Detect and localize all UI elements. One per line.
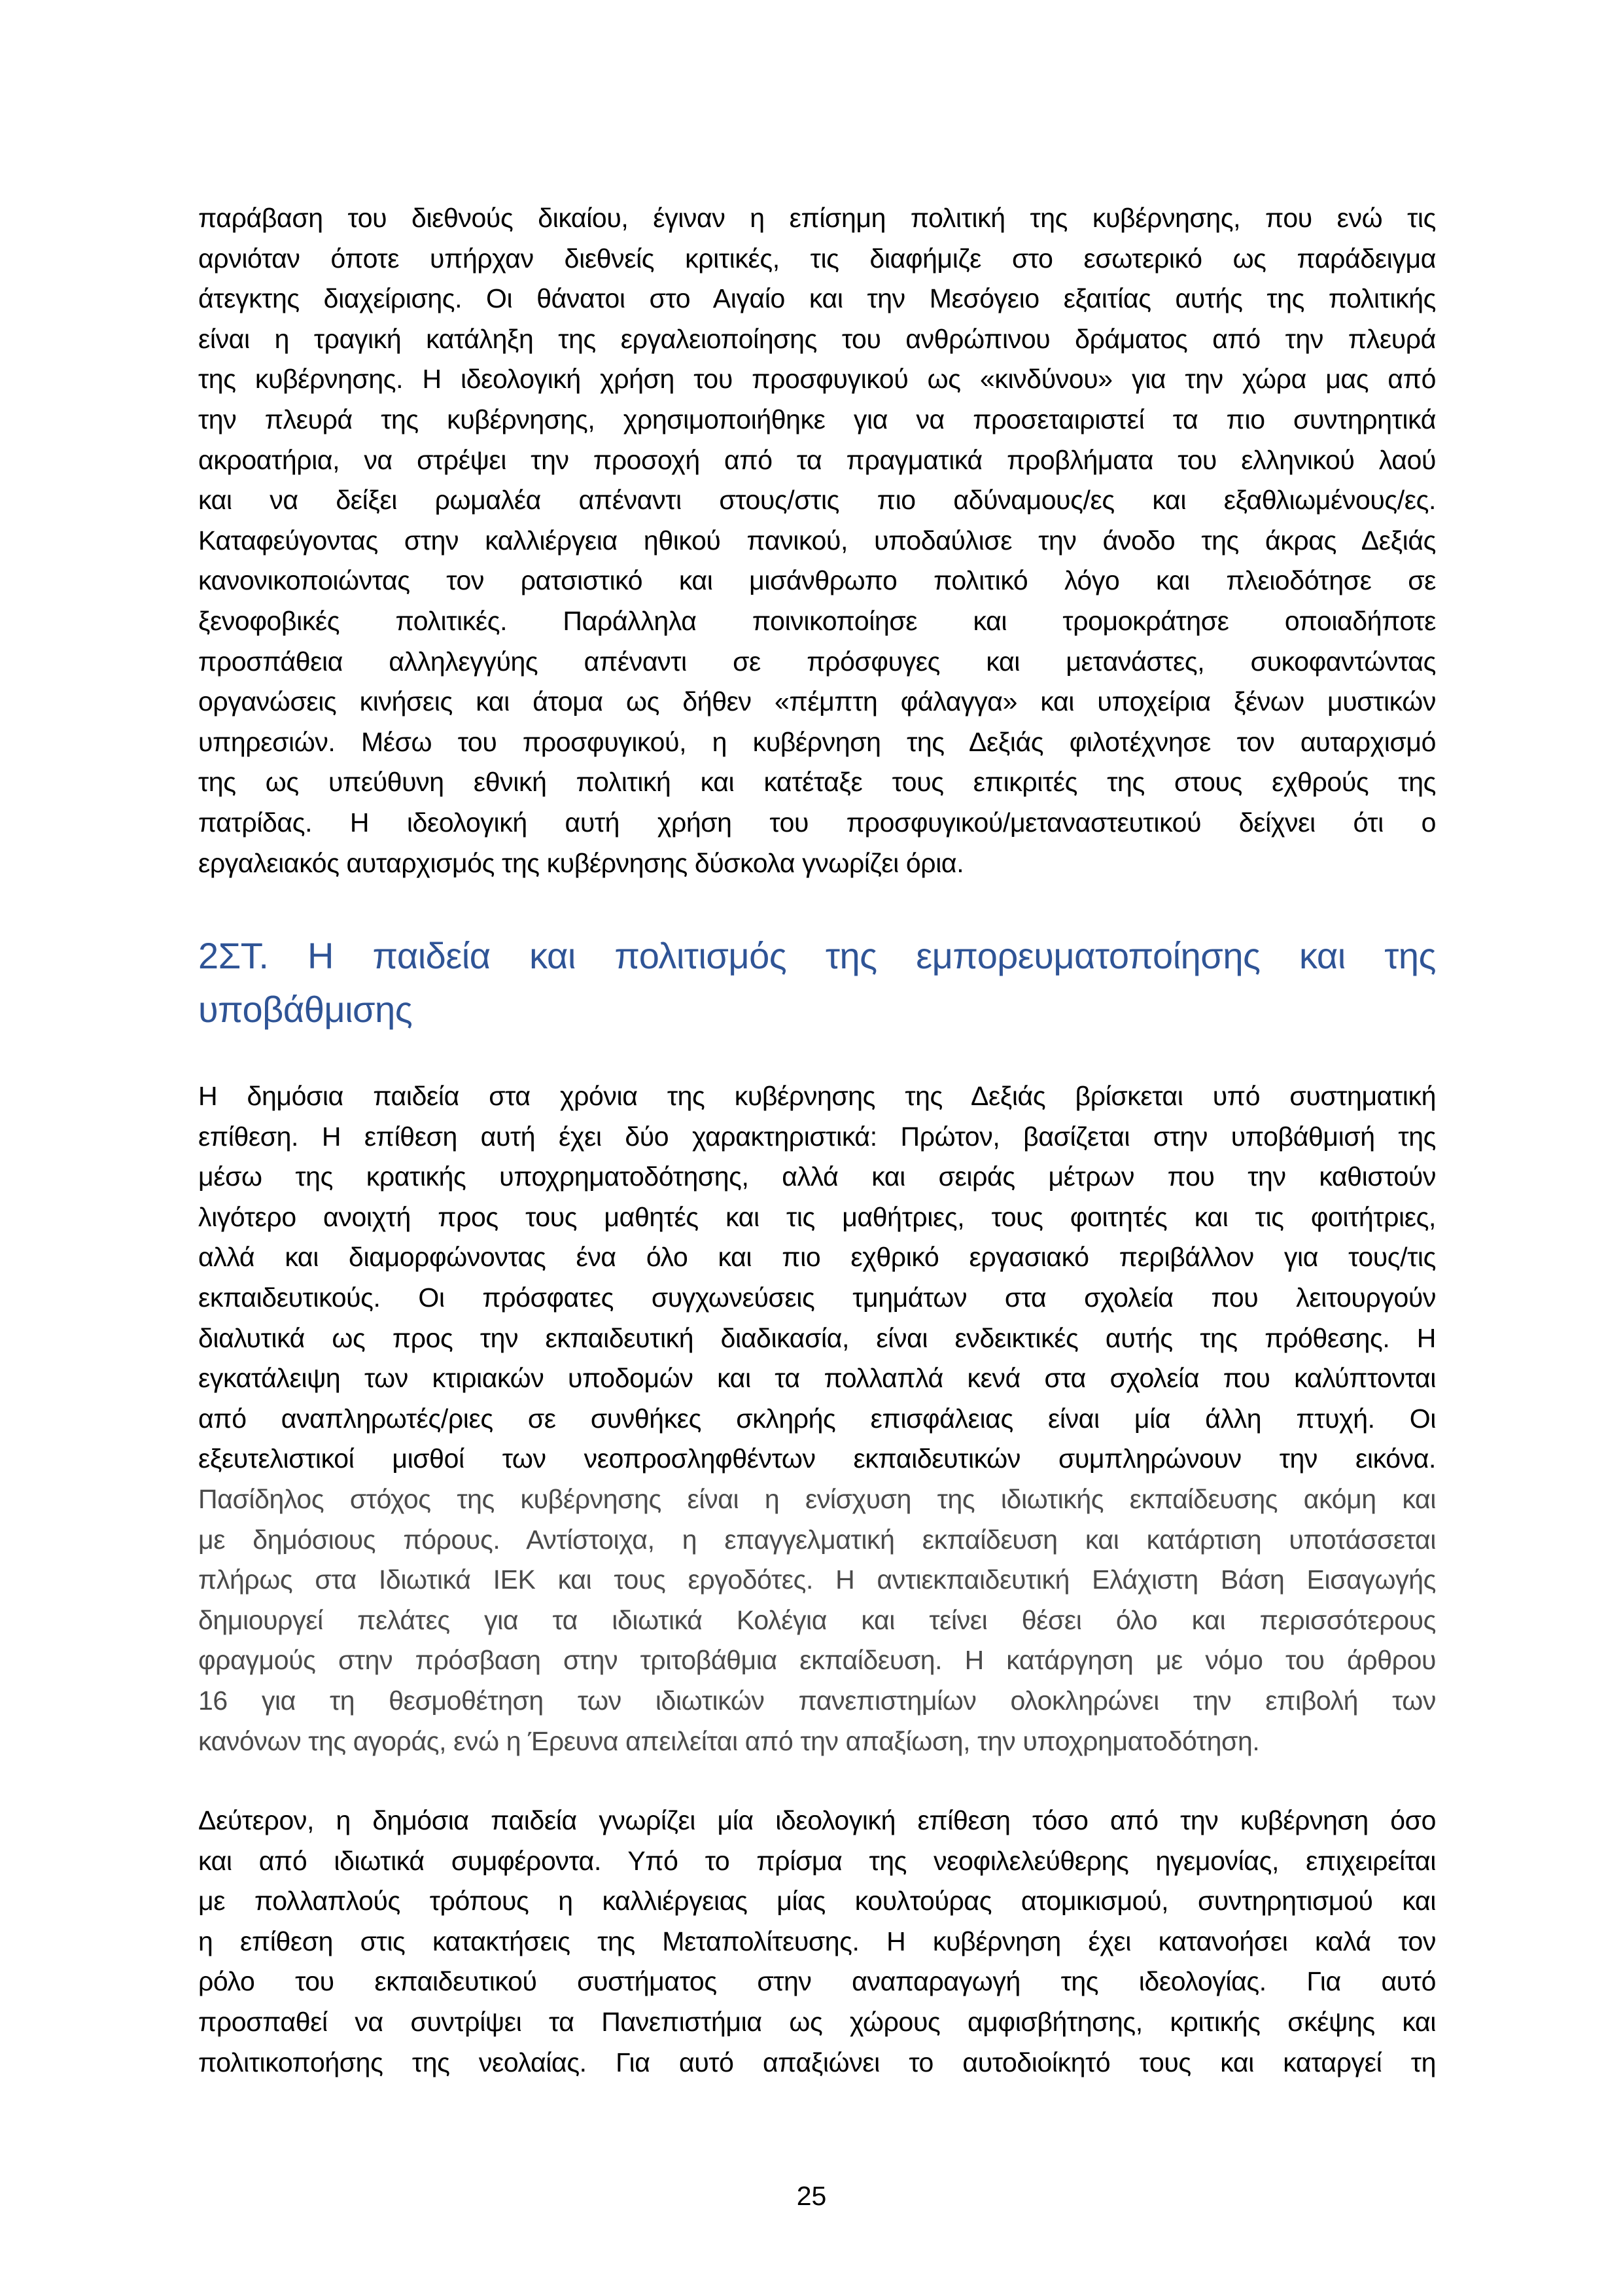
text-line: εκπαιδευτικούς. Οι πρόσφατες συγχωνεύσεις τμημάτων στα σχολεία που λειτουργούν — [198, 1282, 1436, 1313]
text-line: κανονικοποιώντας τον ρατσιστικό και μισάνθρωπο πολιτικό λόγο και πλειοδότησε σε — [198, 565, 1436, 596]
paragraph-public-education — [198, 1076, 1436, 1761]
text-line: της κυβέρνησης. Η ιδεολογική χρήση του προσφυγικού ως «κινδύνου» για την χώρα μας από — [198, 364, 1436, 395]
text-line: προσπαθεί να συντρίψει τα Πανεπιστήμια ως χώρους αμφισβήτησης, κριτικής σκέψης και — [198, 2006, 1436, 2037]
text-line: είναι η τραγική κατάληξη της εργαλειοποίησης του ανθρώπινου δράματος από την πλευρά — [198, 323, 1436, 354]
text-line: ρόλο του εκπαιδευτικού συστήματος στην αναπαραγωγή της ιδεολογίας. Για αυτό — [198, 1966, 1436, 1997]
text-line: Πασίδηλος στόχος της κυβέρνησης είναι η ενίσχυση της ιδιωτικής εκπαίδευσης ακόμη και — [198, 1483, 1436, 1514]
text-line: φραγμούς στην πρόσβαση στην τριτοβάθμια εκπαίδευση. Η κατάργηση με νόμο του άρθρου — [198, 1645, 1436, 1676]
text-line: μέσω της κρατικής υποχρηματοδότησης, αλλά και σειράς μέτρων που την καθιστούν — [198, 1161, 1436, 1192]
heading-line: 2ΣΤ. Η παιδεία και πολιτισμός της εμπορευματοποίησης και της — [198, 935, 1436, 976]
text-line: λιγότερο ανοιχτή προς τους μαθητές και τις μαθήτριες, τους φοιτητές και τις φοιτήτριες, — [198, 1201, 1436, 1232]
text-line: υπηρεσιών. Μέσω του προσφυγικού, η κυβέρνηση της Δεξιάς φιλοτέχνησε τον αυταρχισμό — [198, 726, 1436, 757]
text-line: παράβαση του διεθνούς δικαίου, έγιναν η επίσημη πολιτική της κυβέρνησης, που ενώ τις — [198, 203, 1436, 233]
text-line: εγκατάλειψη των κτιριακών υποδομών και τα πολλαπλά κενά στα σχολεία που καλύπτονται — [198, 1363, 1436, 1394]
text-line: με πολλαπλούς τρόπους η καλλιέργειας μίας κουλτούρας ατομικισμού, συντηρητισμού και — [198, 1886, 1436, 1916]
text-line: πλήρως στα Ιδιωτικά ΙΕΚ και τους εργοδότες. Η αντιεκπαιδευτική Ελάχιστη Βάση Εισαγωγής — [198, 1564, 1436, 1595]
heading-line: υποβάθμισης — [198, 989, 413, 1030]
text-line: εργαλειακός αυταρχισμός της κυβέρνησης δύσκολα γνωρίζει όρια. — [198, 847, 964, 878]
text-line: ξενοφοβικές πολιτικές. Παράλληλα ποινικοποίησε και τρομοκράτησε οποιαδήποτε — [198, 605, 1436, 636]
text-line: αλλά και διαμορφώνοντας ένα όλο και πιο εχθρικό εργασιακό περιβάλλον για τους/τις — [198, 1242, 1436, 1273]
section-heading — [198, 929, 1436, 1036]
text-line: διαλυτικά ως προς την εκπαιδευτική διαδικασία, είναι ενδεικτικές αυτής της πρόθεσης. Η — [198, 1322, 1436, 1353]
text-line: προσπάθεια αλληλεγγύης απέναντι σε πρόσφυγες και μετανάστες, συκοφαντώντας — [198, 646, 1436, 677]
text-line: οργανώσεις κινήσεις και άτομα ως δήθεν «πέμπτη φάλαγγα» και υποχείρια ξένων μυστικών — [198, 686, 1436, 717]
text-line: και να δείξει ρωμαλέα απέναντι στους/στις πιο αδύναμους/ες και εξαθλιωμένους/ες. — [198, 485, 1436, 516]
text-line: πολιτικοποήσης της νεολαίας. Για αυτό απαξιώνει το αυτοδιοίκητό τους και καταργεί τη — [198, 2047, 1436, 2077]
text-line: επίθεση. Η επίθεση αυτή έχει δύο χαρακτηριστικά: Πρώτον, βασίζεται στην υποβάθμισή της — [198, 1121, 1436, 1152]
paragraph-ideological-attack — [198, 1801, 1436, 2083]
text-line: πατρίδας. Η ιδεολογική αυτή χρήση του προσφυγικού/μεταναστευτικού δείχνει ότι ο — [198, 807, 1436, 838]
text-line: Καταφεύγοντας στην καλλιέργεια ηθικού πανικού, υποδαύλισε την άνοδο της άκρας Δεξιάς — [198, 525, 1436, 556]
text-line: 16 για τη θεσμοθέτηση των ιδιωτικών πανεπιστημίων ολοκληρώνει την επιβολή των — [198, 1685, 1436, 1716]
text-line: Δεύτερον, η δημόσια παιδεία γνωρίζει μία ιδεολογική επίθεση τόσο από την κυβέρνηση όσο — [198, 1805, 1436, 1835]
text-line: την πλευρά της κυβέρνησης, χρησιμοποιήθηκε για να προσεταιριστεί τα πιο συντηρητικά — [198, 404, 1436, 434]
text-line: και από ιδιωτικά συμφέροντα. Υπό το πρίσμα της νεοφιλελεύθερης ηγεμονίας, επιχειρείται — [198, 1845, 1436, 1876]
text-line: της ως υπεύθυνη εθνική πολιτική και κατέταξε τους επικριτές της στους εχθρούς της — [198, 767, 1436, 798]
text-line: από αναπληρωτές/ριες σε συνθήκες σκληρής επισφάλειας είναι μία άλλη πτυχή. Οι — [198, 1403, 1436, 1434]
text-line: εξευτελιστικοί μισθοί των νεοπροσληφθέντων εκπαιδευτικών συμπληρώνουν την εικόνα. — [198, 1443, 1436, 1474]
text-line: ακροατήρια, να στρέψει την προσοχή από τα πραγματικά προβλήματα του ελληνικού λαού — [198, 444, 1436, 475]
paragraph-refugee-policy — [198, 198, 1436, 883]
text-line: κανόνων της αγοράς, ενώ η Έρευνα απειλείται από την απαξίωση, την υποχρηματοδότηση. — [198, 1725, 1260, 1756]
page-number: 25 — [796, 2181, 827, 2211]
text-line: με δημόσιους πόρους. Αντίστοιχα, η επαγγελματική εκπαίδευση και κατάρτιση υποτάσσεται — [198, 1524, 1436, 1555]
text-line: άτεγκτης διαχείρισης. Οι θάνατοι στο Αιγαίο και την Μεσόγειο εξαιτίας αυτής της πολιτικής — [198, 283, 1436, 314]
text-line: δημιουργεί πελάτες για τα ιδιωτικά Κολέγια και τείνει θέσει όλο και περισσότερους — [198, 1604, 1436, 1635]
text-line: Η δημόσια παιδεία στα χρόνια της κυβέρνησης της Δεξιάς βρίσκεται υπό συστηματική — [198, 1081, 1436, 1111]
text-line: αρνιόταν όποτε υπήρχαν διεθνείς κριτικές, τις διαφήμιζε στο εσωτερικό ως παράδειγμα — [198, 243, 1436, 274]
text-line: η επίθεση στις κατακτήσεις της Μεταπολίτευσης. Η κυβέρνηση έχει κατανοήσει καλά τον — [198, 1926, 1436, 1956]
